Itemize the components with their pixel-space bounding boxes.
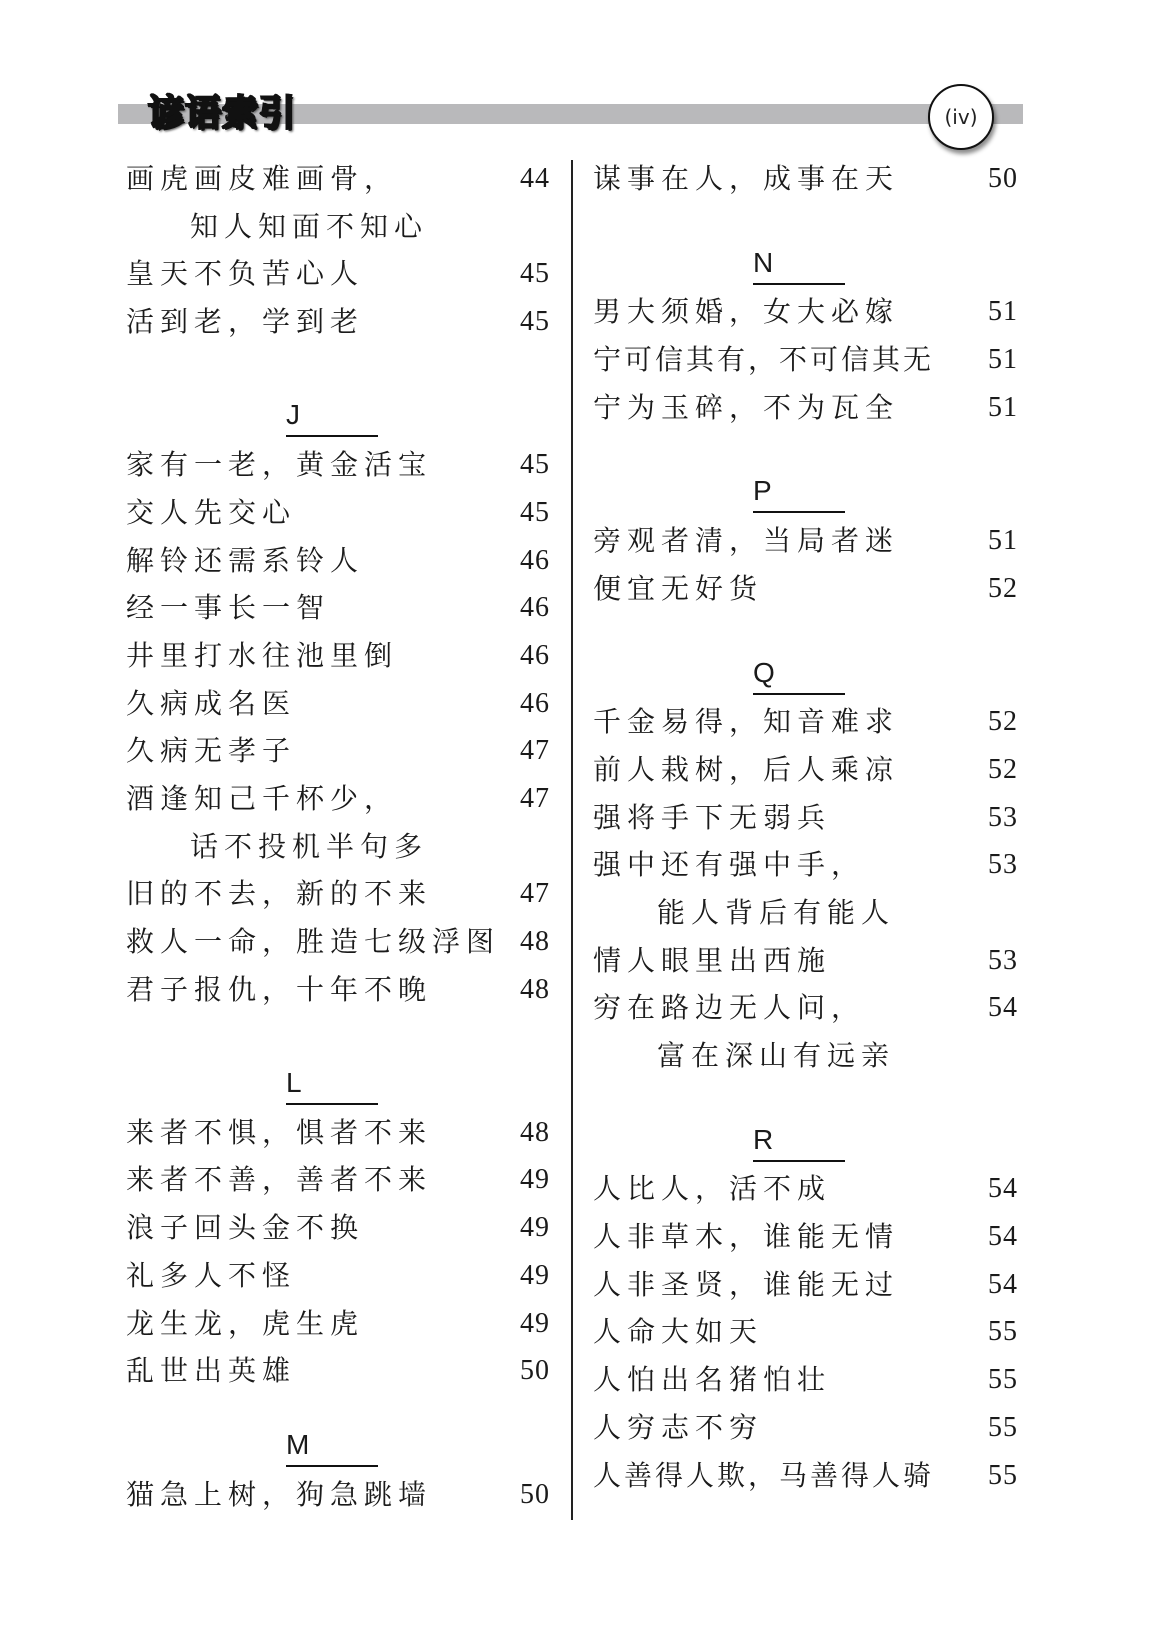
section-letter: M <box>286 1425 378 1467</box>
index-entry[interactable] <box>593 1261 1018 1309</box>
entry-page: 52 <box>988 706 1018 738</box>
entry-text: 宁可信其有，不可信其无 <box>593 343 935 377</box>
entry-page: 50 <box>988 163 1018 194</box>
index-entry[interactable] <box>126 1347 550 1395</box>
index-entry[interactable] <box>126 1300 550 1348</box>
entry-text: 穷在路边无人问， <box>593 991 866 1025</box>
index-entry[interactable] <box>126 966 550 1014</box>
index-entry[interactable] <box>126 1204 550 1252</box>
entry-text: 久病无孝子 <box>126 734 297 768</box>
index-entry[interactable] <box>593 517 1018 565</box>
index-entry[interactable] <box>593 984 1018 1032</box>
spacer <box>593 1080 1018 1118</box>
entry-text: 人比人，活不成 <box>593 1172 832 1206</box>
section-letter: P <box>753 471 845 513</box>
spacer <box>593 203 1018 241</box>
entry-page: 47 <box>520 782 550 814</box>
entry-page: 48 <box>520 973 550 1005</box>
index-entry[interactable] <box>593 794 1018 842</box>
section-heading-q <box>593 651 1018 699</box>
entry-page: 47 <box>520 878 550 910</box>
index-entry[interactable] <box>593 1452 1018 1500</box>
section-heading-j <box>126 393 550 441</box>
section-heading-n <box>593 241 1018 289</box>
entry-text: 人穷志不穷 <box>593 1410 764 1444</box>
entry-text: 情人眼里出西施 <box>593 943 832 977</box>
entry-page: 54 <box>988 1221 1018 1253</box>
entry-text: 人非圣贤，谁能无过 <box>593 1267 900 1301</box>
index-entry[interactable] <box>126 632 550 680</box>
index-entry[interactable] <box>126 680 550 728</box>
page-number-badge <box>928 84 994 150</box>
entry-page: 46 <box>520 639 550 671</box>
entry-page: 52 <box>988 572 1018 604</box>
column-divider <box>571 160 573 1520</box>
section-heading-r <box>593 1118 1018 1166</box>
index-entry[interactable] <box>593 1308 1018 1356</box>
entry-text: 人非草木，谁能无情 <box>593 1220 900 1254</box>
entry-page: 53 <box>988 944 1018 976</box>
entry-page: 50 <box>520 1478 550 1510</box>
entry-text: 来者不善，善者不来 <box>126 1163 433 1197</box>
index-entry[interactable] <box>126 1252 550 1300</box>
entry-page: 48 <box>520 1116 550 1148</box>
entry-page: 46 <box>520 544 550 576</box>
entry-page: 53 <box>988 801 1018 833</box>
entry-text: 浪子回头金不换 <box>126 1211 365 1245</box>
entry-page: 50 <box>520 1355 550 1387</box>
entry-page: 53 <box>988 849 1018 881</box>
entry-page: 52 <box>988 753 1018 785</box>
entry-page: 49 <box>520 1307 550 1339</box>
section-letter: L <box>286 1063 378 1105</box>
index-entry[interactable] <box>593 565 1018 613</box>
index-entry[interactable] <box>126 537 550 585</box>
entry-text: 强中还有强中手， <box>593 848 866 882</box>
index-entry[interactable] <box>593 841 1018 889</box>
right-column <box>593 155 1018 1499</box>
index-entry[interactable] <box>593 746 1018 794</box>
entry-text: 久病成名医 <box>126 686 297 720</box>
entry-text: 强将手下无弱兵 <box>593 800 832 834</box>
section-letter: Q <box>753 653 845 695</box>
entry-text: 皇天不负苦心人 <box>126 257 365 291</box>
spacer <box>126 346 550 394</box>
index-entry[interactable] <box>126 1156 550 1204</box>
entry-page: 54 <box>988 992 1018 1024</box>
entry-text: 男大须婚，女大必嫁 <box>593 295 900 329</box>
spacer <box>126 1013 550 1061</box>
entry-text: 宁为玉碎，不为瓦全 <box>593 390 900 424</box>
entry-page: 49 <box>520 1259 550 1291</box>
entry-text: 乱世出英雄 <box>126 1354 297 1388</box>
section-heading-l <box>126 1061 550 1109</box>
index-entry[interactable] <box>593 336 1018 384</box>
entry-text: 礼多人不怪 <box>126 1258 297 1292</box>
spacer <box>593 431 1018 469</box>
index-entry[interactable] <box>593 1213 1018 1261</box>
left-column <box>126 155 550 1518</box>
index-entry[interactable] <box>126 775 550 823</box>
section-letter: R <box>753 1120 845 1162</box>
entry-page: 45 <box>520 306 550 338</box>
index-entry-continuation <box>126 203 550 251</box>
entry-text: 谋事在人，成事在天 <box>593 162 900 195</box>
entry-text: 猫急上树，狗急跳墙 <box>126 1477 433 1511</box>
entry-text: 人命大如天 <box>593 1315 764 1349</box>
index-entry[interactable] <box>126 584 550 632</box>
entry-page: 47 <box>520 735 550 767</box>
entry-page: 46 <box>520 687 550 719</box>
index-entry[interactable] <box>126 1471 550 1519</box>
entry-text: 来者不惧，惧者不来 <box>126 1115 433 1149</box>
index-entry[interactable] <box>593 155 1018 203</box>
index-entry[interactable] <box>593 1165 1018 1213</box>
entry-page: 55 <box>988 1316 1018 1348</box>
page-number: (iv) <box>944 105 978 129</box>
entry-page: 55 <box>988 1364 1018 1396</box>
entry-page: 45 <box>520 496 550 528</box>
entry-text: 家有一老，黄金活宝 <box>126 448 433 482</box>
section-heading-m <box>126 1423 550 1471</box>
spacer <box>593 613 1018 651</box>
index-entry[interactable] <box>593 937 1018 985</box>
entry-text: 知人知面不知心 <box>190 209 429 243</box>
index-entry[interactable] <box>126 250 550 298</box>
index-title: 谚语索引 <box>148 93 297 134</box>
index-entry[interactable] <box>126 298 550 346</box>
entry-text: 能人背后有能人 <box>657 895 896 929</box>
index-entry[interactable] <box>126 441 550 489</box>
entry-page: 49 <box>520 1164 550 1196</box>
index-entry-continuation <box>126 823 550 871</box>
entry-page: 55 <box>988 1411 1018 1443</box>
section-letter: J <box>286 395 378 437</box>
entry-text: 人善得人欺，马善得人骑 <box>593 1458 935 1492</box>
entry-page: 49 <box>520 1212 550 1244</box>
entry-text: 君子报仇，十年不晚 <box>126 972 433 1006</box>
index-entry-continuation <box>593 1032 1018 1080</box>
entry-text: 酒逢知己千杯少， <box>126 781 399 815</box>
entry-page: 51 <box>988 296 1018 328</box>
entry-page: 51 <box>988 391 1018 423</box>
entry-text: 话不投机半句多 <box>190 829 429 863</box>
entry-text: 井里打水往池里倒 <box>126 638 399 672</box>
entry-page: 44 <box>520 163 550 194</box>
entry-page: 46 <box>520 592 550 624</box>
entry-text: 解铃还需系铃人 <box>126 543 365 577</box>
index-entry[interactable] <box>126 489 550 537</box>
index-entry[interactable] <box>593 698 1018 746</box>
index-entry[interactable] <box>126 155 550 203</box>
spacer <box>126 1395 550 1423</box>
entry-page: 51 <box>988 525 1018 557</box>
entry-text: 活到老，学到老 <box>126 305 365 339</box>
entry-text: 旧的不去，新的不来 <box>126 877 433 911</box>
entry-page: 45 <box>520 258 550 290</box>
index-entry[interactable] <box>126 870 550 918</box>
entry-text: 经一事长一智 <box>126 591 331 625</box>
entry-page: 45 <box>520 449 550 481</box>
entry-page: 54 <box>988 1173 1018 1205</box>
entry-text: 千金易得，知音难求 <box>593 705 900 739</box>
entry-page: 51 <box>988 344 1018 376</box>
index-entry[interactable] <box>126 727 550 775</box>
index-entry[interactable] <box>593 288 1018 336</box>
entry-text: 画虎画皮难画骨， <box>126 162 399 195</box>
entry-text: 交人先交心 <box>126 495 297 529</box>
entry-text: 富在深山有远亲 <box>657 1039 896 1072</box>
index-entry[interactable] <box>593 384 1018 432</box>
entry-text: 龙生龙，虎生虎 <box>126 1306 365 1340</box>
section-heading-p <box>593 469 1018 517</box>
index-entry[interactable] <box>126 918 550 966</box>
entry-page: 54 <box>988 1268 1018 1300</box>
entry-text: 救人一命，胜造七级浮图 <box>126 925 501 958</box>
index-entry-continuation <box>593 889 1018 937</box>
section-letter: N <box>753 243 845 285</box>
entry-page: 48 <box>520 926 550 957</box>
entry-text: 前人栽树，后人乘凉 <box>593 752 900 786</box>
entry-page: 55 <box>988 1459 1018 1491</box>
index-entry[interactable] <box>593 1404 1018 1452</box>
entry-text: 人怕出名猪怕壮 <box>593 1363 832 1397</box>
entry-text: 旁观者清，当局者迷 <box>593 524 900 558</box>
index-entry[interactable] <box>593 1356 1018 1404</box>
index-entry[interactable] <box>126 1109 550 1157</box>
entry-text: 便宜无好货 <box>593 571 764 605</box>
